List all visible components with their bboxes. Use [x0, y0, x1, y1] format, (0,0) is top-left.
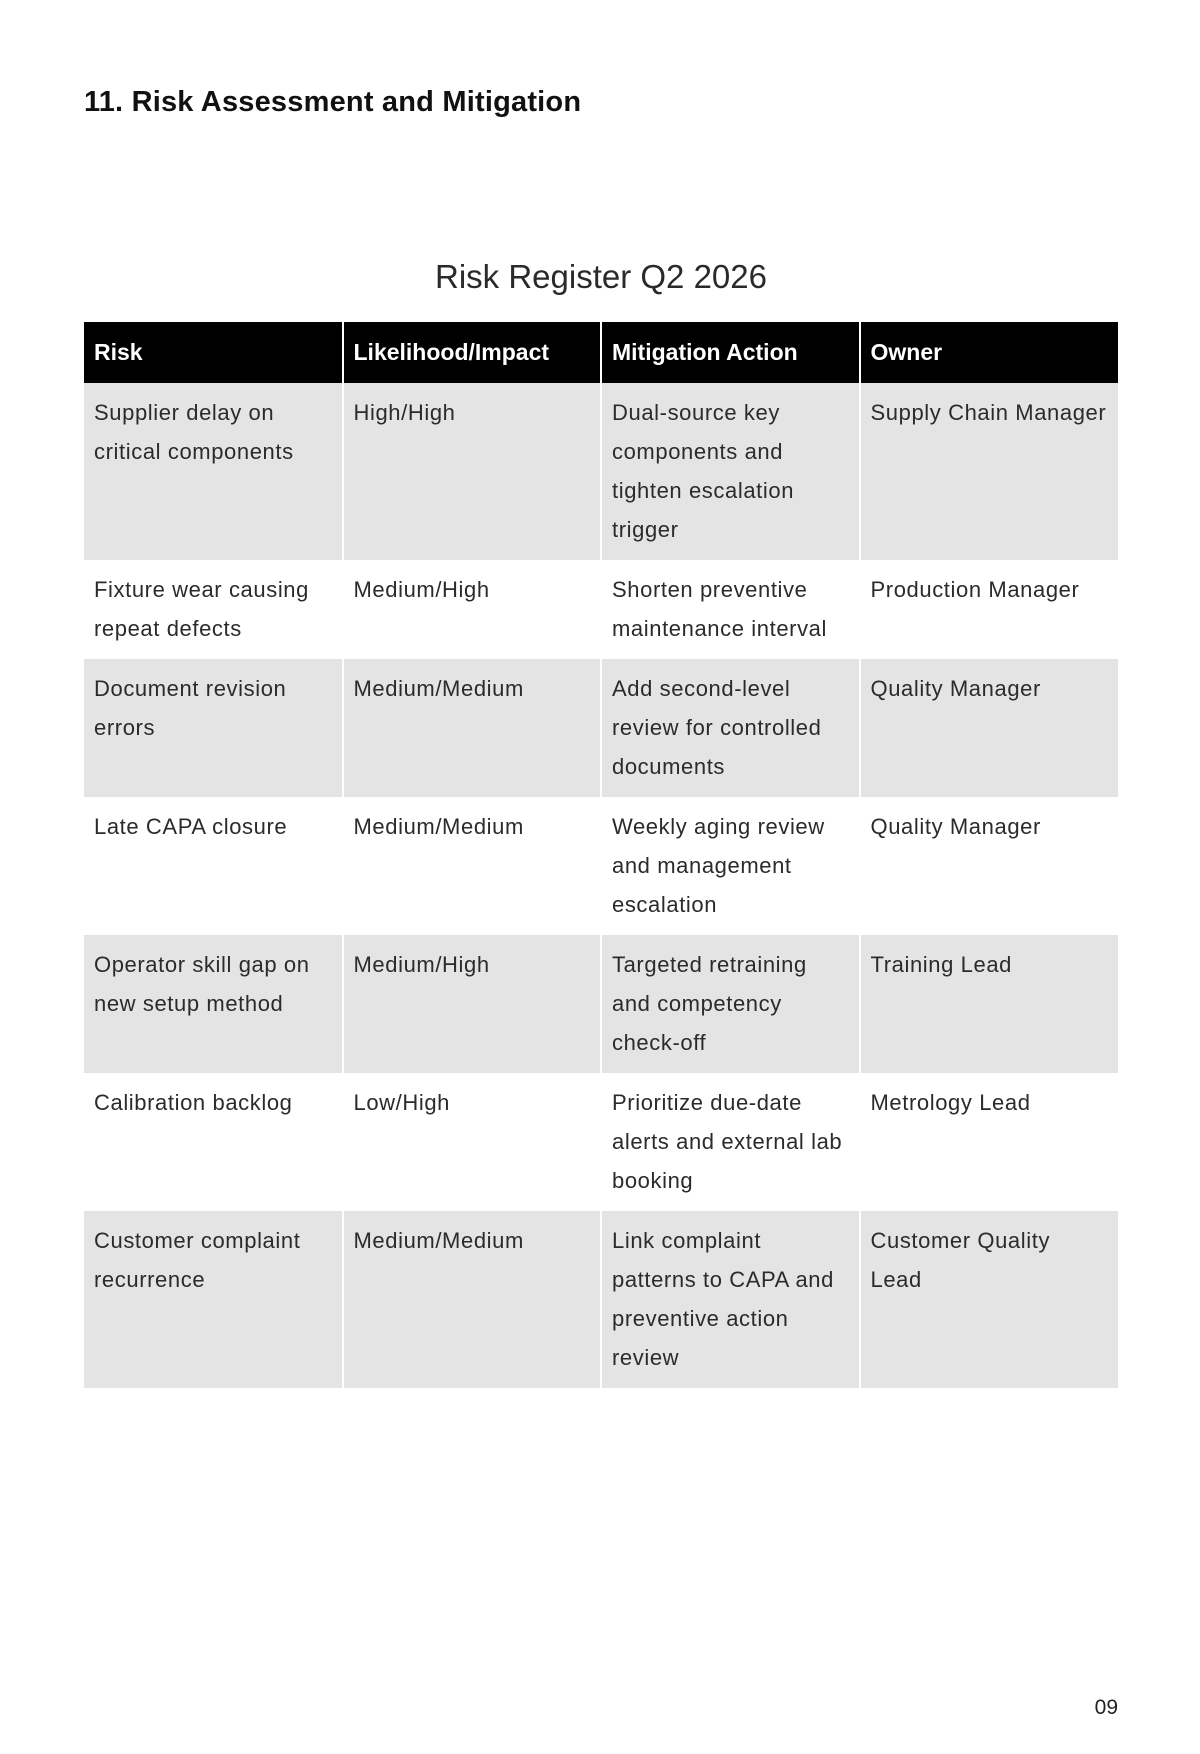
risk-register-table: [84, 322, 1118, 1388]
risk-cell: Customer complaint recurrence: [84, 1211, 343, 1388]
owner-cell: Supply Chain Manager: [860, 383, 1119, 560]
likelihood-impact-cell: High/High: [343, 383, 602, 560]
table-row: [84, 1211, 1118, 1388]
risk-cell: Calibration backlog: [84, 1073, 343, 1211]
table-row: [84, 797, 1118, 935]
owner-cell: Quality Manager: [860, 797, 1119, 935]
likelihood-impact-cell: Medium/High: [343, 560, 602, 659]
table-row: [84, 659, 1118, 797]
likelihood-impact-cell: Medium/Medium: [343, 659, 602, 797]
risk-cell: Fixture wear causing repeat defects: [84, 560, 343, 659]
page-number: 09: [1094, 1696, 1118, 1719]
mitigation-action-cell: Weekly aging review and management escalation: [601, 797, 860, 935]
likelihood-impact-cell: Medium/Medium: [343, 1211, 602, 1388]
owner-cell: Metrology Lead: [860, 1073, 1119, 1211]
column-header-owner: Owner: [860, 322, 1119, 383]
mitigation-action-cell: Targeted retraining and competency check-off: [601, 935, 860, 1073]
table-row: [84, 1073, 1118, 1211]
likelihood-impact-cell: Low/High: [343, 1073, 602, 1211]
mitigation-action-cell: Link complaint patterns to CAPA and preventive action review: [601, 1211, 860, 1388]
mitigation-action-cell: Shorten preventive maintenance interval: [601, 560, 860, 659]
risk-cell: Late CAPA closure: [84, 797, 343, 935]
table-row: [84, 560, 1118, 659]
risk-cell: Supplier delay on critical components: [84, 383, 343, 560]
table-row: [84, 383, 1118, 560]
owner-cell: Training Lead: [860, 935, 1119, 1073]
mitigation-action-cell: Prioritize due-date alerts and external lab booking: [601, 1073, 860, 1211]
column-header-likelihood-impact: Likelihood/Impact: [343, 322, 602, 383]
risk-cell: Document revision errors: [84, 659, 343, 797]
likelihood-impact-cell: Medium/High: [343, 935, 602, 1073]
risk-cell: Operator skill gap on new setup method: [84, 935, 343, 1073]
table-row: [84, 935, 1118, 1073]
owner-cell: Quality Manager: [860, 659, 1119, 797]
table-header: [84, 322, 1118, 383]
table-title: Risk Register Q2 2026: [435, 258, 767, 295]
mitigation-action-cell: Add second-level review for controlled documents: [601, 659, 860, 797]
table-body: [84, 383, 1118, 1388]
likelihood-impact-cell: Medium/Medium: [343, 797, 602, 935]
owner-cell: Customer Quality Lead: [860, 1211, 1119, 1388]
column-header-mitigation-action: Mitigation Action: [601, 322, 860, 383]
owner-cell: Production Manager: [860, 560, 1119, 659]
column-header-risk: Risk: [84, 322, 343, 383]
section-heading: 11. Risk Assessment and Mitigation: [84, 86, 582, 118]
header-row: [84, 322, 1118, 383]
mitigation-action-cell: Dual-source key components and tighten escalation trigger: [601, 383, 860, 560]
